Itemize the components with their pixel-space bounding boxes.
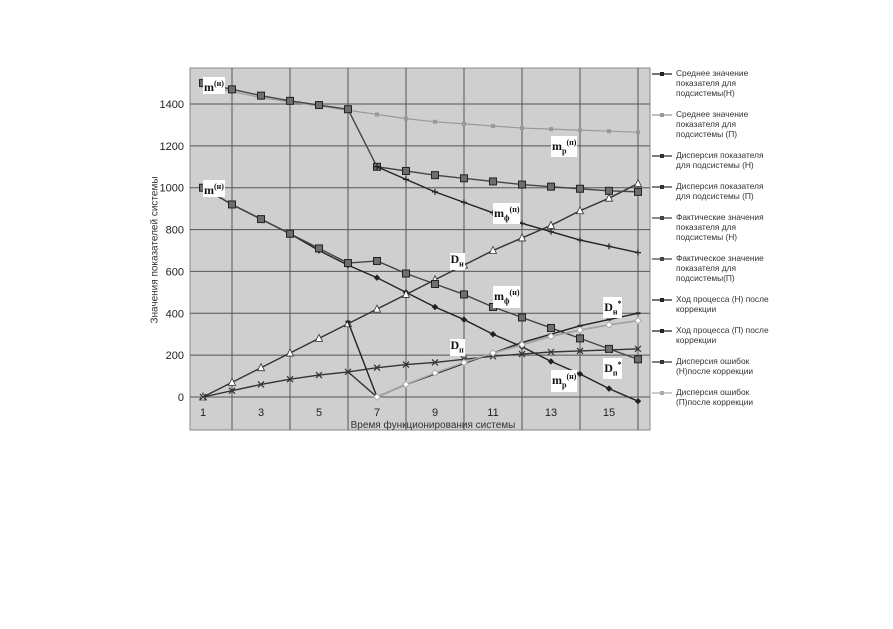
legend-swatch	[652, 389, 672, 397]
annotation-base: m	[494, 205, 504, 220]
data-point	[229, 201, 236, 208]
legend-item	[652, 356, 777, 376]
data-point	[520, 126, 524, 130]
data-point	[404, 117, 408, 121]
y-tick-label: 1000	[159, 182, 184, 195]
data-point	[577, 185, 584, 192]
legend-item	[652, 387, 777, 407]
legend-item	[652, 68, 777, 98]
data-point	[375, 112, 379, 116]
curve-annotation	[203, 77, 225, 94]
legend-item	[652, 150, 777, 170]
annotation-subscript: ф	[504, 296, 510, 306]
annotation-base: D	[604, 360, 613, 375]
annotation-base: m	[552, 373, 562, 388]
x-tick-label: 11	[487, 407, 499, 419]
data-point	[548, 183, 555, 190]
data-point	[519, 314, 526, 321]
annotation-base: m	[204, 80, 214, 95]
data-point	[432, 172, 439, 179]
legend-swatch	[652, 358, 672, 366]
legend-label: Дисперсия показателя для подсистемы (П)	[676, 181, 764, 201]
legend-swatch	[652, 255, 672, 263]
annotation-subscript: p	[562, 146, 567, 156]
legend-label: Среднее значение показателя для подсистемы(Н)	[676, 68, 749, 98]
x-tick-label: 9	[431, 407, 439, 419]
legend-swatch	[652, 183, 672, 191]
legend-label: Ход процесса (П) после коррекции	[676, 325, 769, 345]
legend-item	[652, 325, 777, 345]
legend-item	[652, 212, 777, 242]
legend-item	[652, 181, 777, 201]
data-point	[607, 319, 612, 321]
data-point	[635, 188, 642, 195]
annotation-superscript: *	[617, 359, 622, 369]
annotation-base: m	[552, 138, 562, 153]
legend-swatch	[652, 70, 672, 78]
legend-swatch	[652, 152, 672, 160]
data-point	[577, 335, 584, 342]
data-point	[549, 127, 553, 131]
y-tick-label: 1400	[159, 99, 184, 111]
curve-annotation	[551, 370, 577, 391]
x-tick-label: 5	[315, 407, 323, 419]
legend-swatch	[652, 327, 672, 335]
annotation-superscript: (н)	[509, 288, 520, 298]
data-point	[462, 122, 466, 126]
annotation-base: D	[450, 251, 460, 266]
data-point	[606, 187, 613, 194]
data-point	[490, 178, 497, 185]
y-tick-label: 600	[165, 266, 184, 279]
annotation-superscript: (п)	[566, 137, 577, 147]
legend-swatch	[652, 214, 672, 222]
legend	[652, 68, 777, 418]
legend-label: Фактическое значение показателя для подсистемы(П)	[676, 253, 764, 283]
legend-label: Среднее значение показателя для подсистемы (П)	[676, 109, 749, 139]
annotation-superscript: (н)	[214, 79, 224, 89]
data-point	[461, 291, 468, 298]
legend-item	[652, 294, 777, 314]
data-point	[316, 102, 323, 109]
data-point	[316, 245, 323, 252]
data-point	[346, 321, 351, 323]
data-point	[636, 312, 641, 314]
annotation-subscript: ф	[504, 213, 510, 223]
annotation-superscript: (н)	[214, 181, 224, 191]
data-point	[519, 181, 526, 188]
legend-item	[652, 253, 777, 283]
x-tick-label: 15	[602, 407, 616, 419]
x-tick-label: 3	[257, 407, 265, 419]
legend-label: Дисперсия ошибок (Н)после коррекции	[676, 356, 754, 376]
data-point	[607, 129, 611, 133]
legend-label: Фактические значения показателя для подсистемы (Н)	[676, 212, 764, 242]
data-point	[636, 130, 640, 134]
y-tick-label: 400	[165, 308, 184, 321]
annotation-subscript: н	[612, 307, 618, 317]
x-tick-label: 13	[544, 407, 558, 419]
data-point	[403, 270, 410, 277]
annotation-superscript: *	[617, 298, 622, 308]
annotation-subscript: p	[562, 380, 567, 390]
data-point	[403, 167, 410, 174]
data-point	[287, 230, 294, 237]
annotation-base: m	[494, 289, 504, 304]
curve-annotation	[493, 286, 520, 307]
data-point	[432, 280, 439, 287]
annotation-subscript: п	[612, 367, 618, 377]
data-point	[258, 216, 265, 223]
legend-swatch	[652, 111, 672, 119]
data-point	[491, 124, 495, 128]
annotation-superscript: (н)	[566, 372, 577, 382]
x-tick-label: 7	[373, 407, 381, 419]
data-point	[258, 92, 265, 99]
curve-annotation	[203, 180, 225, 197]
data-point	[548, 324, 555, 331]
y-tick-label: 800	[165, 224, 184, 237]
annotation-base: D	[450, 337, 460, 352]
data-point	[578, 128, 582, 132]
annotation-base: D	[604, 299, 613, 314]
annotation-subscript: п	[459, 345, 464, 355]
data-point	[229, 86, 236, 93]
curve-annotation	[603, 358, 622, 379]
data-point	[606, 345, 613, 352]
legend-label: Ход процесса (Н) после коррекции	[676, 294, 769, 314]
curve-annotation	[603, 297, 622, 318]
y-tick-label: 0	[177, 392, 184, 404]
curve-annotation	[493, 203, 520, 224]
data-point	[635, 356, 642, 363]
y-tick-label: 200	[165, 350, 184, 363]
legend-swatch	[652, 296, 672, 304]
data-point	[345, 260, 352, 267]
y-tick-label: 1200	[159, 140, 184, 153]
data-point	[345, 106, 352, 113]
annotation-superscript: (п)	[509, 204, 520, 214]
data-point	[287, 97, 294, 104]
x-axis-label: Время функционирования системы	[350, 420, 516, 431]
curve-annotation	[450, 339, 465, 356]
curve-annotation	[551, 136, 577, 157]
x-tick-label: 1	[199, 407, 207, 419]
legend-label: Дисперсия показателя для подсистемы (Н)	[676, 150, 764, 170]
y-axis-label: Значения показателей системы	[149, 176, 161, 324]
annotation-subscript: н	[459, 259, 464, 269]
data-point	[433, 120, 437, 124]
curve-annotation	[450, 253, 465, 270]
legend-label: Дисперсия ошибок (П)после коррекции	[676, 387, 754, 407]
annotation-base: m	[204, 182, 214, 197]
data-point	[461, 175, 468, 182]
legend-item	[652, 109, 777, 139]
data-point	[374, 257, 381, 264]
